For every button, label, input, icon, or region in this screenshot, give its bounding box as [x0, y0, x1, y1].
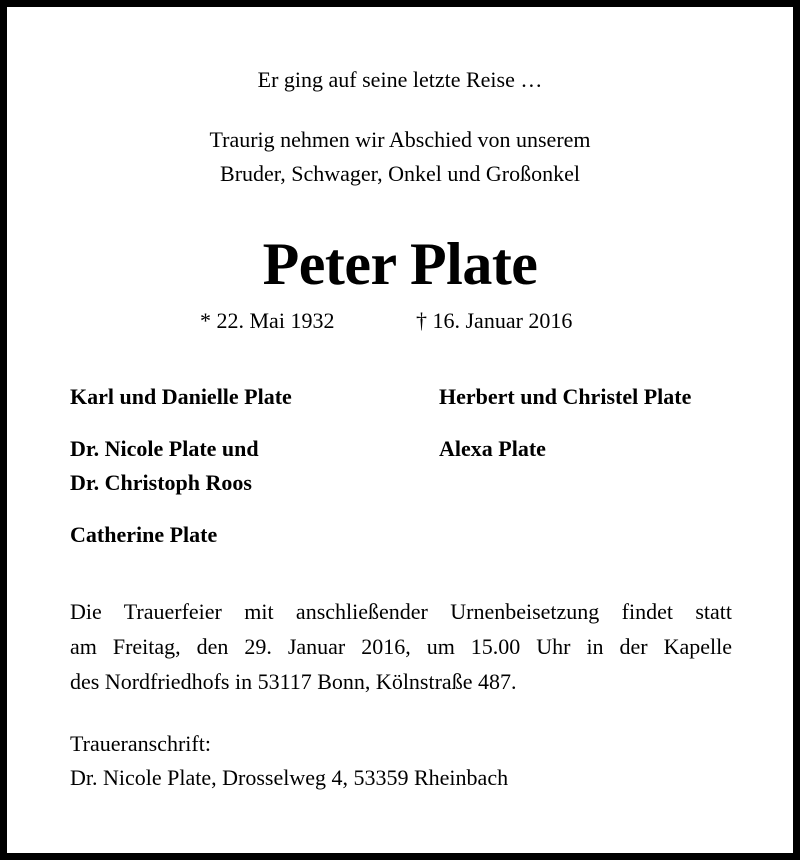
address-value: Dr. Nicole Plate, Drosselweg 4, 53359 Rheinbach	[70, 765, 509, 790]
mourner-name: Herbert und Christel Plate	[439, 384, 692, 409]
deceased-name: Peter Plate	[262, 231, 538, 297]
ceremony-line: des Nordfriedhofs in 53117 Bonn, Kölnstraße 487.	[70, 669, 517, 694]
ceremony-line: am Freitag, den 29. Januar 2016, um 15.00 Uhr in der Kapelle	[70, 634, 732, 659]
farewell-line: Traurig nehmen wir Abschied von unserem	[209, 127, 591, 152]
relation-line: Bruder, Schwager, Onkel und Großonkel	[220, 161, 580, 186]
mourner-name: Catherine Plate	[70, 522, 218, 547]
birth-date: * 22. Mai 1932	[200, 308, 335, 333]
mourner-name: Karl und Danielle Plate	[70, 384, 292, 409]
ceremony-paragraph	[70, 594, 732, 699]
intro-line: Er ging auf seine letzte Reise …	[257, 67, 543, 92]
mourner-name: Dr. Nicole Plate und	[70, 436, 259, 461]
mourner-name: Dr. Christoph Roos	[70, 470, 252, 495]
death-date: † 16. Januar 2016	[416, 308, 573, 333]
mourner-name: Alexa Plate	[439, 436, 546, 461]
ceremony-line: Die Trauerfeier mit anschließender Urnenbeisetzung findet statt	[70, 599, 732, 624]
address-label: Traueranschrift:	[70, 731, 211, 756]
